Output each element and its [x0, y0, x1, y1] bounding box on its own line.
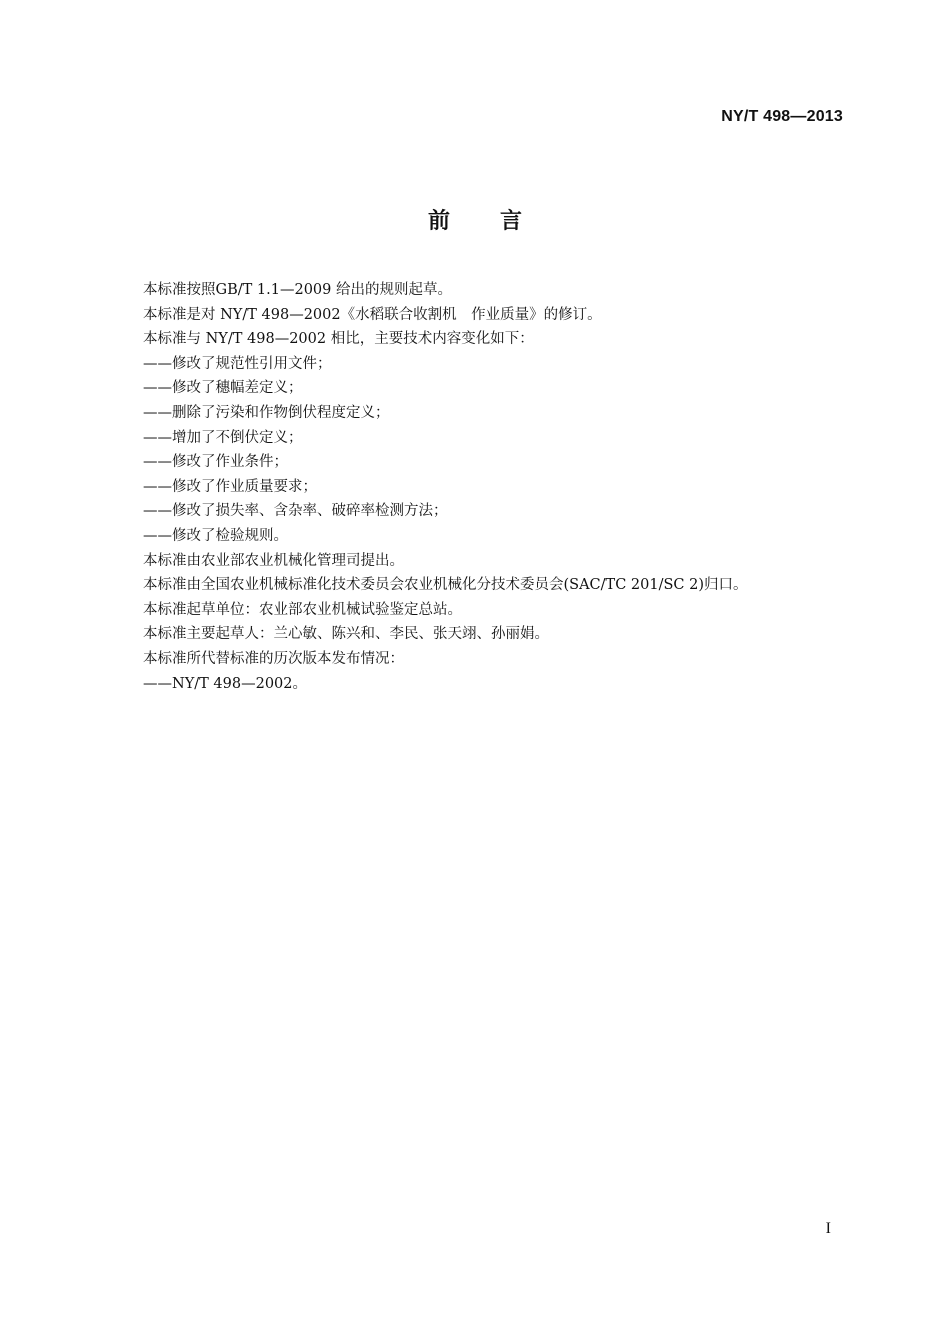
change-item: ——增加了不倒伏定义； — [143, 429, 303, 446]
foreword-line: 本标准起草单位：农业部农业机械试验鉴定总站。 — [143, 601, 462, 618]
foreword-line: 本标准按照GB/T 1.1—2009 给出的规则起草。 — [143, 282, 452, 298]
standard-number: NY/T 498—2013 — [721, 108, 843, 125]
foreword-line: 本标准主要起草人：兰心敏、陈兴和、李民、张天翊、孙丽娟。 — [143, 626, 549, 643]
foreword-line: 本标准所代替标准的历次版本发布情况： — [143, 650, 404, 667]
change-item: ——修改了穗幅差定义； — [143, 380, 303, 397]
replaced-version-item: ——NY/T 498—2002。 — [143, 675, 308, 692]
change-item: ——修改了检验规则。 — [143, 527, 288, 544]
change-item: ——修改了规范性引用文件； — [143, 355, 332, 372]
foreword-line: 本标准是对 NY/T 498—2002《水稻联合收割机 作业质量》的修订。 — [143, 306, 602, 323]
change-item: ——修改了损失率、含杂率、破碎率检测方法； — [143, 503, 448, 520]
change-item: ——修改了作业条件； — [143, 454, 288, 471]
page-title: 前言 — [427, 209, 572, 234]
change-item: ——修改了作业质量要求； — [143, 478, 317, 495]
foreword-line: 本标准由农业部农业机械化管理司提出。 — [143, 552, 404, 569]
foreword-body — [143, 278, 863, 696]
foreword-line: 本标准与 NY/T 498—2002 相比，主要技术内容变化如下： — [143, 331, 534, 348]
foreword-line: 本标准由全国农业机械标准化技术委员会农业机械化分技术委员会(SAC/TC 201/SC 2)归口。 — [143, 577, 748, 594]
page-number: I — [825, 1220, 831, 1237]
change-item: ——删除了污染和作物倒伏程度定义； — [143, 404, 390, 421]
